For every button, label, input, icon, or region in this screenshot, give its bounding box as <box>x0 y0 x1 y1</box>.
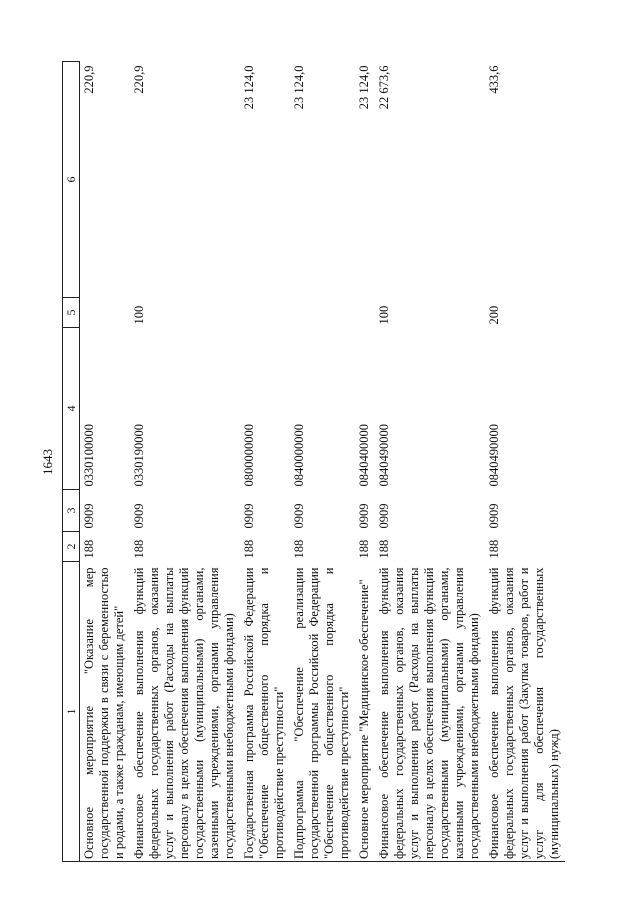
row-name: Государственная программа Российской Федерации "Обеспечение общественного порядка и противодействие преступности" <box>240 562 290 862</box>
amount: 23 124,0 <box>357 65 371 110</box>
row-name: Основное мероприятие "Оказание мер государственной поддержки в связи с беременностью и родами, а также гражданам, имеющим детей" <box>80 562 131 862</box>
table-row <box>80 62 131 862</box>
ministry-code: 188 <box>487 539 501 559</box>
expense-type-code <box>290 298 355 328</box>
expense-type-code <box>355 298 375 328</box>
ministry-code: 188 <box>82 539 96 559</box>
section-code: 0909 <box>377 503 391 529</box>
budget-table <box>62 61 565 862</box>
section-code: 0909 <box>487 503 501 529</box>
table-row <box>290 62 355 862</box>
section-code: 0909 <box>357 503 371 529</box>
row-name: Финансовое обеспечение выполнения функций федеральных государственных органов, оказания услуг и выполнения работ (Закупка товаров, работ и услуг для обеспечения государственных (муниципальных) нужд) <box>485 562 565 862</box>
expense-type-code: 100 <box>377 305 391 325</box>
table-row <box>130 62 240 862</box>
ministry-code: 188 <box>242 539 256 559</box>
target-code: 0840400000 <box>357 424 371 487</box>
target-code: 0800000000 <box>242 424 256 487</box>
amount: 22 673,6 <box>377 65 391 110</box>
amount: 220,9 <box>82 65 96 94</box>
amount: 23 124,0 <box>242 65 256 110</box>
column-header-3: 3 <box>63 490 80 532</box>
row-name: Финансовое обеспечение выполнения функций федеральных государственных органов, оказания услуг и выполнения работ (Расходы на выплаты персоналу в целях обеспечения выполнения функций государственными (муниципальными) органами, казенными учреждениями, органами управления государственными внебюджетными фондами) <box>375 562 485 862</box>
table-row <box>240 62 290 862</box>
rotated-page <box>40 62 600 862</box>
ministry-code: 188 <box>377 539 391 559</box>
target-code: 0840490000 <box>487 424 501 487</box>
header-row <box>63 62 80 862</box>
expense-type-code: 100 <box>132 305 146 325</box>
expense-type-code <box>80 298 131 328</box>
target-code: 0330190000 <box>132 424 146 487</box>
section-code: 0909 <box>242 503 256 529</box>
ministry-code: 188 <box>292 539 306 559</box>
amount: 433,6 <box>487 65 501 94</box>
table-row <box>375 62 485 862</box>
ministry-code: 188 <box>357 539 371 559</box>
expense-type-code <box>240 298 290 328</box>
column-header-1: 1 <box>63 562 80 862</box>
amount: 220,9 <box>132 65 146 94</box>
column-header-4: 4 <box>63 328 80 490</box>
column-header-6: 6 <box>63 62 80 298</box>
column-header-2: 2 <box>63 532 80 562</box>
section-code: 0909 <box>82 503 96 529</box>
target-code: 0840490000 <box>377 424 391 487</box>
row-name: Подпрограмма "Обеспечение реализации государственной программы Российской Федерации "Обеспечение общественного порядка и противодействие преступности" <box>290 562 355 862</box>
section-code: 0909 <box>132 503 146 529</box>
column-header-5: 5 <box>63 298 80 328</box>
row-name: Основное мероприятие "Медицинское обеспечение" <box>355 562 375 862</box>
page-number: 1643 <box>40 449 55 475</box>
row-name: Финансовое обеспечение выполнения функций федеральных государственных органов, оказания услуг и выполнения работ (Расходы на выплаты персоналу в целях обеспечения выполнения функций государственными (муниципальными) органами, казенными учреждениями, органами управления государственными внебюджетными фондами) <box>130 562 240 862</box>
ministry-code: 188 <box>132 539 146 559</box>
table-row <box>485 62 565 862</box>
target-code: 0840000000 <box>292 424 306 487</box>
target-code: 0330100000 <box>82 424 96 487</box>
section-code: 0909 <box>292 503 306 529</box>
expense-type-code: 200 <box>487 305 501 325</box>
amount: 23 124,0 <box>292 65 306 110</box>
table-row <box>355 62 375 862</box>
